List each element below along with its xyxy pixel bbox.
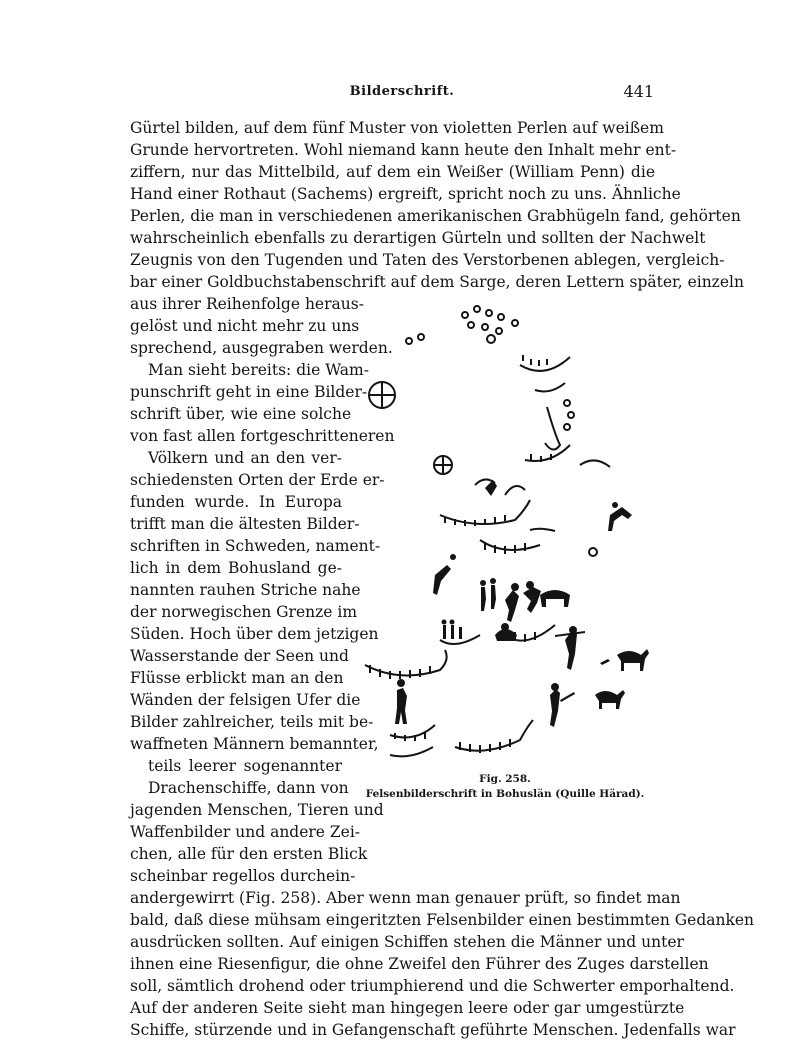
text-line: Perlen, die man in verschiedenen amerikanischen Grabhügeln fand, gehörten xyxy=(130,207,741,225)
text-line: waffneten Männern bemannter, xyxy=(130,735,379,753)
text-line: gelöst und nicht mehr zu uns xyxy=(130,317,360,335)
text-line: Bilder zahlreicher, teils mit be- xyxy=(130,713,374,731)
figure-caption: Felsenbilderschrift in Bohuslän (Quille Härad). xyxy=(365,788,645,800)
text-line: ihnen eine Riesenfigur, die ohne Zweifel den Führer des Zuges darstellen xyxy=(130,955,709,973)
text-line: Schiffe, stürzende und in Gefangenschaft geführte Menschen. Jedenfalls war xyxy=(130,1021,736,1039)
text-line: der norwegischen Grenze im xyxy=(130,603,358,621)
text-line: Wänden der felsigen Ufer die xyxy=(130,691,361,709)
text-line: Zeugnis von den Tugenden und Taten des Verstorbenen ablegen, vergleich- xyxy=(130,251,725,269)
text-line: bald, daß diese mühsam eingeritzten Felsenbilder einen bestimmten Gedanken xyxy=(130,911,755,929)
text-line: Gürtel bilden, auf dem fünf Muster von violetten Perlen auf weißem xyxy=(130,119,664,137)
text-line: Man sieht bereits: die Wam- xyxy=(148,361,369,379)
text-line: sprechend, ausgegraben werden. xyxy=(130,339,393,357)
text-line: ziffern, nur das Mittelbild, auf dem ein Weißer (William Penn) die xyxy=(130,163,655,181)
text-line: schiedensten Orten der Erde er- xyxy=(130,471,385,489)
text-line: Wasserstande der Seen und xyxy=(130,647,349,665)
text-line: schrift über, wie eine solche xyxy=(130,405,352,423)
text-line: punschrift geht in eine Bilder- xyxy=(130,383,368,401)
text-line: Hand einer Rothaut (Sachems) ergreift, spricht noch zu uns. Ähnliche xyxy=(130,185,681,203)
text-line: schriften in Schweden, nament- xyxy=(130,537,381,555)
text-line: bar einer Goldbuchstabenschrift auf dem Sarge, deren Lettern später, einzeln xyxy=(130,273,744,291)
text-line: Völkern und an den ver- xyxy=(148,449,342,467)
text-line: Drachenschiffe, dann von xyxy=(148,779,349,797)
text-line: chen, alle für den ersten Blick xyxy=(130,845,368,863)
running-title: Bilderschrift. xyxy=(349,84,455,99)
rock-carving-illustration xyxy=(355,295,670,765)
text-line: von fast allen fortgeschritteneren xyxy=(130,427,395,445)
text-line: soll, sämtlich drohend oder triumphierend und die Schwerter emporhaltend. xyxy=(130,977,735,995)
text-line: lich in dem Bohusland ge- xyxy=(130,559,342,577)
text-line: teils leerer sogenannter xyxy=(148,757,342,775)
text-line: Flüsse erblickt man an den xyxy=(130,669,344,687)
page-number: 441 xyxy=(623,82,654,101)
rock-carving-figure xyxy=(355,295,670,765)
text-line: Süden. Hoch über dem jetzigen xyxy=(130,625,379,643)
text-line: ausdrücken sollten. Auf einigen Schiffen stehen die Männer und unter xyxy=(130,933,684,951)
text-line: funden wurde. In Europa xyxy=(130,493,342,511)
text-line: andergewirrt (Fig. 258). Aber wenn man genauer prüft, so findet man xyxy=(130,889,681,907)
text-line: wahrscheinlich ebenfalls zu derartigen Gürteln und sollten der Nachwelt xyxy=(130,229,706,247)
text-line: Grunde hervortreten. Wohl niemand kann heute den Inhalt mehr ent- xyxy=(130,141,677,159)
text-line: jagenden Menschen, Tieren und xyxy=(130,801,384,819)
figure-label: Fig. 258. xyxy=(479,773,531,785)
text-line: nannten rauhen Striche nahe xyxy=(130,581,361,599)
text-line: Waffenbilder und andere Zei- xyxy=(130,823,361,841)
text-line: scheinbar regellos durchein- xyxy=(130,867,356,885)
text-line: trifft man die ältesten Bilder- xyxy=(130,515,360,533)
text-line: Auf der anderen Seite sieht man hingegen leere oder gar umgestürzte xyxy=(130,999,685,1017)
text-line: aus ihrer Reihenfolge heraus- xyxy=(130,295,364,313)
